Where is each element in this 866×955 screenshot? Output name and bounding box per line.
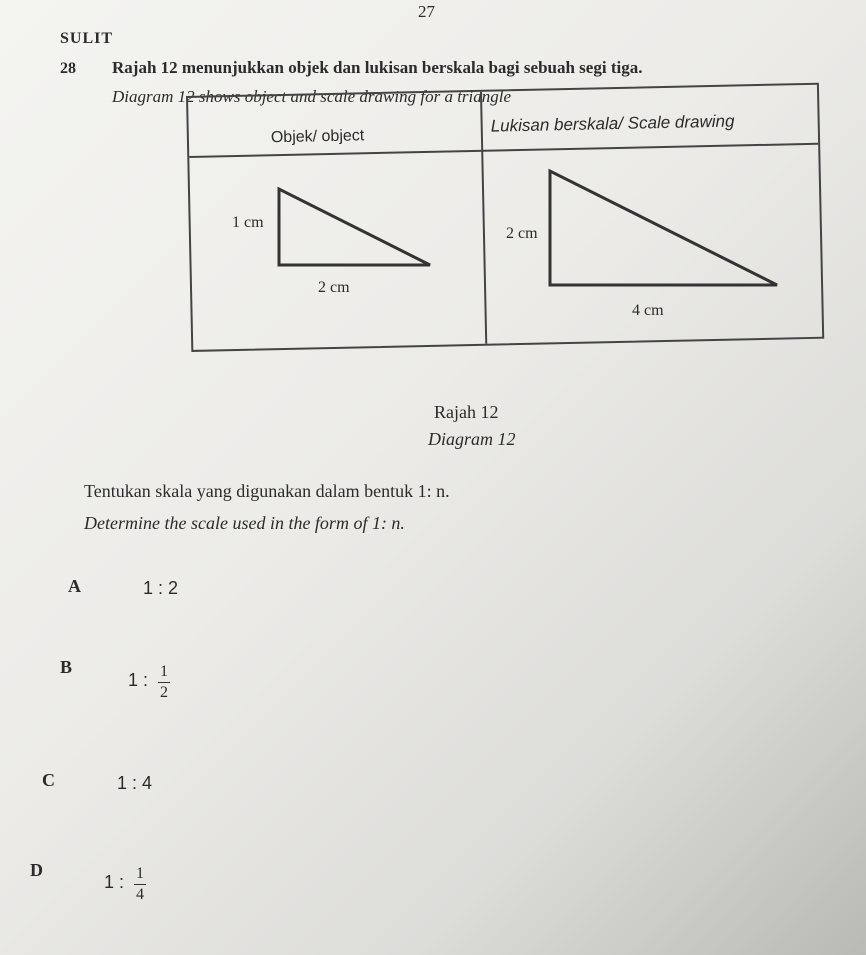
- question-text-english: Diagram 12 shows object and scale drawing for a triangle: [112, 87, 512, 106]
- scale-drawing-triangle: [547, 168, 782, 290]
- option-b-fraction: [158, 662, 170, 703]
- option-b-numerator: 1: [158, 662, 170, 683]
- scale-drawing-height-label: 2 cm: [506, 225, 538, 242]
- option-b-denominator: 2: [160, 684, 169, 701]
- scale-drawing-base-label: 4 cm: [632, 302, 664, 319]
- header-label: SULIT: [60, 30, 114, 47]
- option-d-letter: D: [30, 860, 43, 880]
- table-column-divider: [480, 92, 487, 344]
- option-d-fraction: [134, 864, 146, 905]
- table-header-scale-drawing: Lukisan berskala/ Scale drawing: [490, 111, 735, 136]
- diagram-caption-english: Diagram 12: [428, 429, 516, 449]
- option-d-ratio[interactable]: [104, 864, 146, 905]
- diagram-caption-malay: Rajah 12: [434, 402, 499, 422]
- question-number: 28: [60, 60, 76, 77]
- option-d-prefix: 1 :: [104, 872, 125, 893]
- option-c-letter: C: [42, 770, 55, 790]
- table-header-object: Objek/ object: [270, 127, 365, 147]
- page-number: 27: [418, 2, 435, 21]
- option-d-numerator: 1: [134, 864, 146, 885]
- option-c-ratio[interactable]: 1 : 4: [117, 773, 153, 793]
- option-a-ratio[interactable]: 1 : 2: [143, 578, 179, 598]
- object-height-label: 1 cm: [232, 214, 264, 231]
- option-b-prefix: 1 :: [128, 670, 149, 691]
- option-d-denominator: 4: [136, 886, 145, 903]
- instruction-malay: Tentukan skala yang digunakan dalam bentuk 1: n.: [84, 481, 450, 501]
- question-text-malay: Rajah 12 menunjukkan objek dan lukisan berskala bagi sebuah segi tiga.: [112, 58, 643, 77]
- option-a-letter: A: [68, 576, 81, 596]
- instruction-english: Determine the scale used in the form of 1: n.: [84, 513, 405, 533]
- option-b-letter: B: [60, 657, 73, 677]
- option-b-ratio[interactable]: [128, 662, 170, 703]
- object-base-label: 2 cm: [318, 279, 350, 296]
- object-triangle: [276, 186, 436, 268]
